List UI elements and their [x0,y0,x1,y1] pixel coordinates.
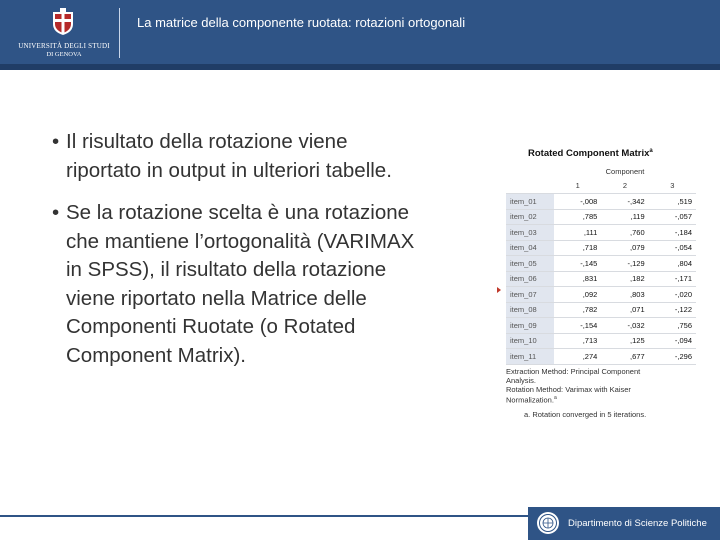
bullet-line: Il risultato della rotazione viene [66,130,348,153]
table-cell: ,760 [601,225,648,241]
table-cell: ,831 [554,271,601,287]
table-cell: -,057 [649,209,696,225]
bullet-line: Componenti Ruotate (o Rotated [66,315,356,338]
table-header-row [506,164,696,179]
table-cell: ,119 [601,209,648,225]
table-row [506,287,696,303]
table-cell: -,154 [554,318,601,334]
table-cell: ,803 [601,287,648,303]
bullet-dot: • [52,130,60,153]
table-cell: -,094 [649,333,696,349]
university-logo [8,6,120,62]
matrix-title: Rotated Component Matrix$^a$ [528,148,653,160]
row-label: item_02 [506,209,554,225]
table-cell: ,718 [554,240,601,256]
table-row [506,333,696,349]
table-cell: ,519 [649,194,696,210]
bullet-dot: • [52,201,60,224]
table-cell: ,111 [554,225,601,241]
table-cell: -,171 [649,271,696,287]
row-label: item_10 [506,333,554,349]
table-row [506,271,696,287]
table-row [506,318,696,334]
column-header: 2 [601,179,648,194]
table-cell: ,713 [554,333,601,349]
table-cell: -,008 [554,194,601,210]
table-row [506,194,696,210]
table-column-row [506,179,696,194]
matrix-table-body [506,194,696,365]
university-city: DI GENOVA [46,51,82,58]
table-cell: ,756 [649,318,696,334]
rotated-component-matrix [506,148,702,419]
table-cell: -,032 [601,318,648,334]
table-row [506,302,696,318]
bullet-list [52,128,482,384]
row-label: item_01 [506,194,554,210]
row-label: item_08 [506,302,554,318]
header-separator [119,8,120,58]
bullet-line: in SPSS), il risultato della rotazione [66,258,387,281]
table-cell: ,274 [554,349,601,365]
slide-title: La matrice della componente ruotata: rotazioni ortogonali [137,15,466,30]
table-cell: -,020 [649,287,696,303]
pointer-arrow-icon [497,287,501,293]
table-cell: ,182 [601,271,648,287]
table-cell: ,071 [601,302,648,318]
table-cell: ,092 [554,287,601,303]
matrix-table [506,164,696,365]
header-band [0,64,720,70]
rotation-note: a. Rotation converged in 5 iterations. [524,410,647,420]
component-header: Component [605,166,645,176]
bullet-item-2 [52,199,482,370]
table-cell: ,785 [554,209,601,225]
table-cell: ,079 [601,240,648,256]
row-label: item_04 [506,240,554,256]
table-cell: -,122 [649,302,696,318]
table-row [506,349,696,365]
table-cell: ,782 [554,302,601,318]
bullet-item-1 [52,128,482,185]
column-header: 1 [554,179,601,194]
table-row [506,209,696,225]
university-crest-icon [52,8,74,36]
table-cell: -,342 [601,194,648,210]
row-label: item_06 [506,271,554,287]
row-label: item_05 [506,256,554,272]
department-name: Dipartimento di Scienze Politiche [568,518,707,529]
bullet-line: Se la rotazione scelta è una rotazione [66,201,410,224]
department-seal-icon [536,511,560,535]
row-label: item_11 [506,349,554,365]
table-cell: -,145 [554,256,601,272]
table-row [506,240,696,256]
table-cell: ,677 [601,349,648,365]
table-cell: -,054 [649,240,696,256]
bullet-line: viene riportato nella Matrice delle [66,286,367,310]
row-label: item_03 [506,225,554,241]
footer-bar [528,507,720,540]
table-cell: -,184 [649,225,696,241]
table-row [506,256,696,272]
university-name: UNIVERSITÀ DEGLI STUDI [18,42,110,50]
bullet-line: Component Matrix). [66,343,247,367]
table-cell: ,125 [601,333,648,349]
column-header: 3 [649,179,696,194]
bullet-line: riportato in output in ulteriori tabelle. [66,158,392,182]
bullet-line: che mantiene l’ortogonalità (VARIMAX [66,229,415,253]
table-cell: ,804 [649,256,696,272]
row-label: item_09 [506,318,554,334]
extraction-footnote: Extraction Method: Principal Component Analysis. Rotation Method: Varimax with Kaiser Normalization.$^a$ [506,366,641,405]
table-cell: -,129 [601,256,648,272]
row-label: item_07 [506,287,554,303]
table-row [506,225,696,241]
table-cell: -,296 [649,349,696,365]
header-bar [0,0,720,68]
